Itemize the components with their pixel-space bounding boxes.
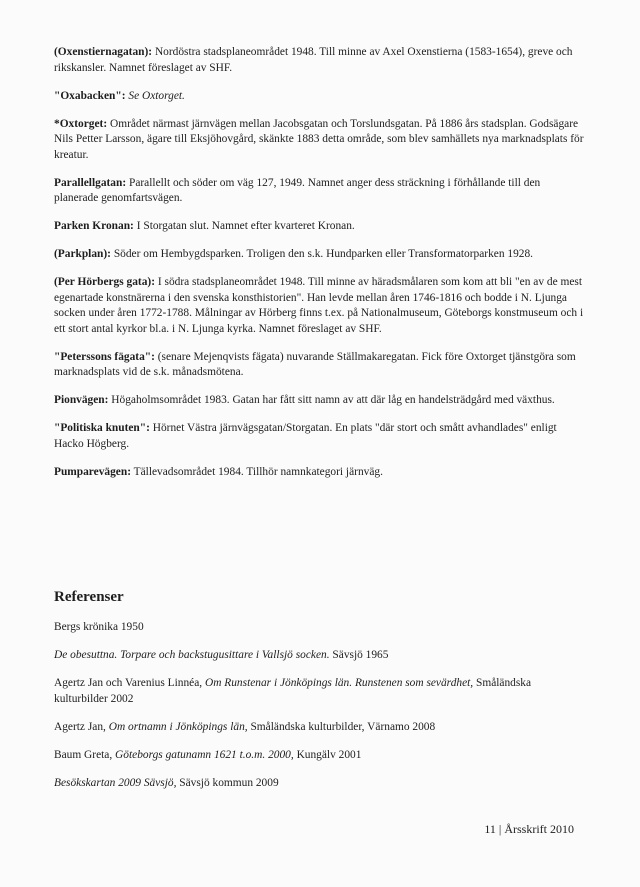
entry-oxtorget xyxy=(54,117,584,164)
entry-text: Tällevadsområdet 1984. Tillhör namnkategori järnväg. xyxy=(133,465,383,478)
references-list xyxy=(54,620,584,804)
entry-oxabacken xyxy=(54,89,584,105)
reference-author: Agertz Jan och Varenius Linnéa, xyxy=(54,677,205,689)
entry-text: Nordöstra stadsplaneområdet 1948. Till minne av Axel Oxenstierna (1583-1654), greve och rikskansler. Namnet föreslaget av SHF. xyxy=(54,46,573,74)
reference-author: Agertz Jan, xyxy=(54,720,109,733)
entry-text: I södra stadsplaneområdet 1948. Till minne av häradsmålaren som kom att bli "en av de mest egenartade konstnärerna i den svenska konsthistorien". Han levde mellan åren 1746-1816 och bodde i N. Ljunga socken under åren 1772-1788. Målningar av Hörberg finns t.ex. på Nationalmuseum, Göteborgs konstmuseum och i ett stort antal kyrkor bl.a. i N. Ljunga kyrka. Namnet föreslaget av SHF. xyxy=(54,276,584,335)
reference-rest: Kungälv 2001 xyxy=(293,748,362,761)
entry-term: Pionvägen: xyxy=(54,394,109,406)
reference-rest: Småländska kulturbilder, Värnamo 2008 xyxy=(247,720,436,733)
reference-rest: Småländska kulturbilder 2002 xyxy=(54,677,532,705)
entry-text: Söder om Hembygdsparken. Troligen den s.k. Hundparken eller Transformatorparken 1928. xyxy=(113,248,534,260)
reference-title: Besökskartan 2009 Sävsjö, xyxy=(54,776,177,789)
entry-term: *Oxtorget: xyxy=(54,117,108,130)
reference-rest: Bergs krönika 1950 xyxy=(54,621,144,633)
page-footer: 11 | Årsskrift 2010 xyxy=(484,822,574,836)
entry-term: Parallellgatan: xyxy=(54,176,127,189)
reference-item xyxy=(54,620,584,636)
reference-item xyxy=(54,648,584,664)
reference-rest: Sävsjö 1965 xyxy=(329,649,389,661)
entry-term: (Per Hörbergs gata): xyxy=(54,276,156,288)
entry-term: "Peterssons fägata": xyxy=(54,350,155,363)
reference-author: Baum Greta, xyxy=(54,748,116,761)
entry-parallellgatan xyxy=(54,176,584,207)
entry-parkplan xyxy=(54,247,584,263)
entry-per-horbergs-gata xyxy=(54,275,584,337)
reference-title: Om Runstenar i Jönköpings län. Runstenen som sevärdhet, xyxy=(204,677,474,689)
reference-item xyxy=(54,720,584,736)
references-heading: Referenser xyxy=(54,589,124,605)
entry-politiska-knuten xyxy=(54,421,584,452)
reference-title: Om ortnamn i Jönköpings län, xyxy=(108,720,248,733)
entry-peterssons-fagata xyxy=(54,350,584,381)
entry-pionvagen xyxy=(54,393,584,409)
entry-term: "Oxabacken": xyxy=(54,89,126,102)
entry-term: Parken Kronan: xyxy=(54,220,134,232)
entry-text: Parallellt och söder om väg 127, 1949. Namnet anger dess sträckning i förhållande till den planerade genomfartsvägen. xyxy=(54,176,541,204)
entry-term: "Politiska knuten": xyxy=(54,422,150,434)
entry-text: I Storgatan slut. Namnet efter kvarteret Kronan. xyxy=(136,220,355,232)
reference-item xyxy=(54,676,584,707)
entry-text: Högaholmsområdet 1983. Gatan har fått sitt namn av att där låg en handelsträdgård med växthus. xyxy=(111,394,555,406)
street-name-entries xyxy=(54,45,584,493)
entry-text: Se Oxtorget. xyxy=(128,89,185,102)
reference-rest: Sävsjö kommun 2009 xyxy=(176,776,279,789)
entry-oxenstiernagatan xyxy=(54,45,584,76)
reference-title: De obesuttna. Torpare och backstugusittare i Vallsjö socken. xyxy=(54,649,330,661)
entry-text: (senare Mejenqvists fägata) nuvarande Ställmakaregatan. Fick före Oxtorget tjänstgöra som marknadsplats vid de s.k. månadsmötena. xyxy=(54,350,576,378)
entry-parken-kronan xyxy=(54,219,584,235)
entry-text: Området närmast järnvägen mellan Jacobsgatan och Torslundsgatan. På 1886 års stadsplan. Godsägare Nils Petter Larsson, ägare till Eksjöhovgård, skänkte 1883 detta område, som blev samhällets nya marknadsplats för kreatur. xyxy=(54,117,584,161)
entry-text: Hörnet Västra järnvägsgatan/Storgatan. En plats "där stort och smått avhandlades" enligt Hacko Högberg. xyxy=(54,422,557,450)
entry-term: (Oxenstiernagatan): xyxy=(54,46,153,58)
entry-pumparevagen xyxy=(54,465,584,481)
entry-term: Pumparevägen: xyxy=(54,465,131,478)
entry-term: (Parkplan): xyxy=(54,248,111,260)
reference-item xyxy=(54,776,584,792)
reference-item xyxy=(54,748,584,764)
reference-title: Göteborgs gatunamn 1621 t.o.m. 2000, xyxy=(115,748,294,761)
